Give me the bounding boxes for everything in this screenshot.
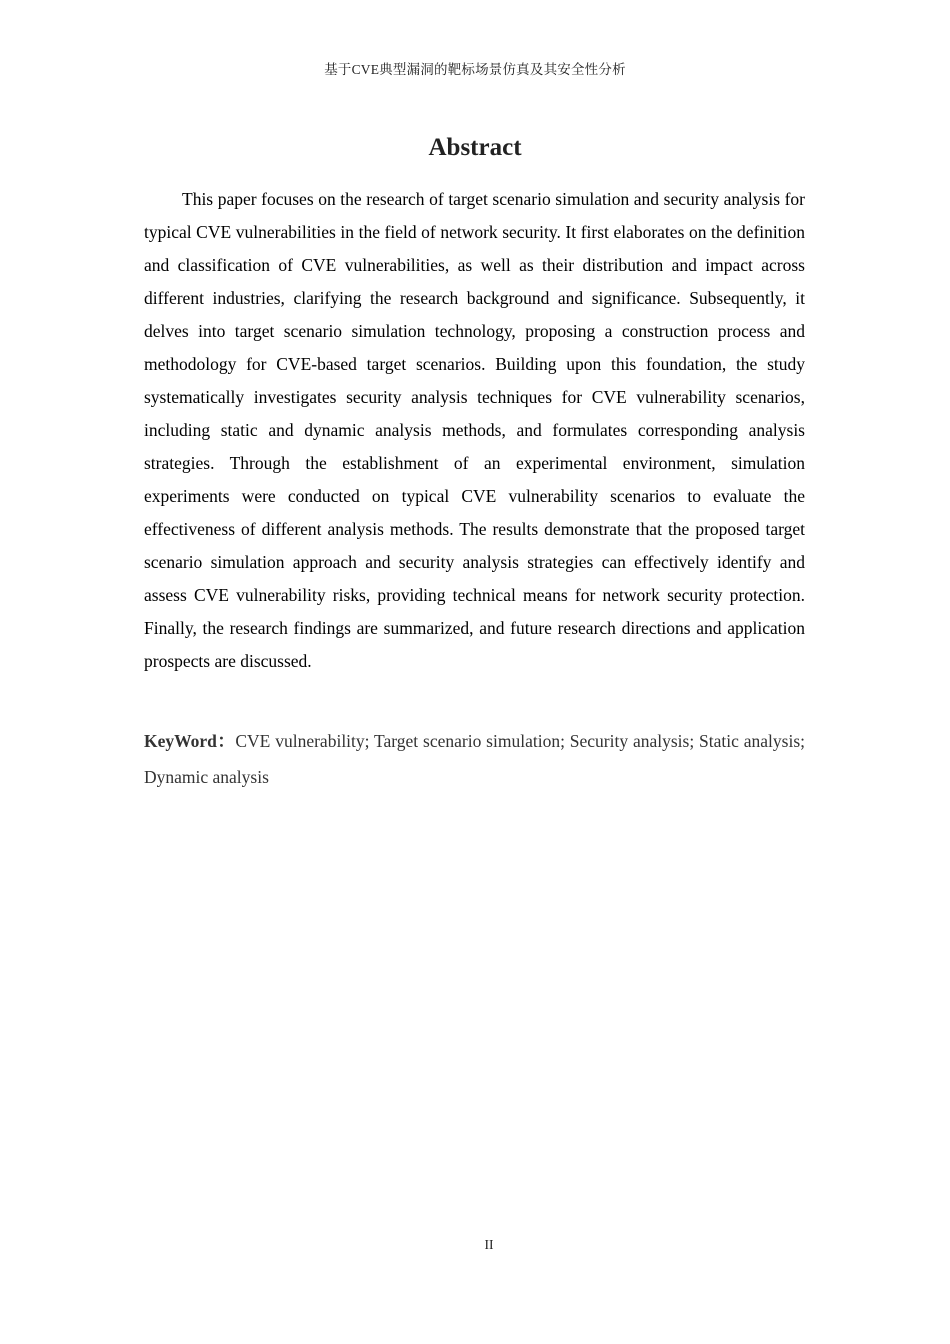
page-number: II <box>484 1237 494 1252</box>
keywords-label: KeyWord： <box>144 731 236 751</box>
keywords-paragraph <box>144 723 805 795</box>
abstract-title: Abstract <box>428 134 522 161</box>
keywords-text: CVE vulnerability; Target scenario simulation; Security analysis; Static analysis; Dynamic analysis <box>144 731 805 787</box>
abstract-body: This paper focuses on the research of target scenario simulation and security analysis for typical CVE vulnerabilities in the field of network security. It first elaborates on the definition and classification of CVE vulnerabilities, as well as their distribution and impact across different industries, clarifying the research background and significance. Subsequently, it delves into target scenario simulation technology, proposing a construction process and methodology for CVE-based target scenarios. Building upon this foundation, the study systematically investigates security analysis techniques for CVE vulnerability scenarios, including static and dynamic analysis methods, and formulates corresponding analysis strategies. Through the establishment of an experimental environment, simulation experiments were conducted on typical CVE vulnerability scenarios to evaluate the effectiveness of different analysis methods. The results demonstrate that the proposed target scenario simulation approach and security analysis strategies can effectively identify and assess CVE vulnerability risks, providing technical means for network security protection. Finally, the research findings are summarized, and future research directions and application prospects are discussed. <box>144 189 805 671</box>
running-header: 基于CVE典型漏洞的靶标场景仿真及其安全性分析 <box>324 62 626 77</box>
